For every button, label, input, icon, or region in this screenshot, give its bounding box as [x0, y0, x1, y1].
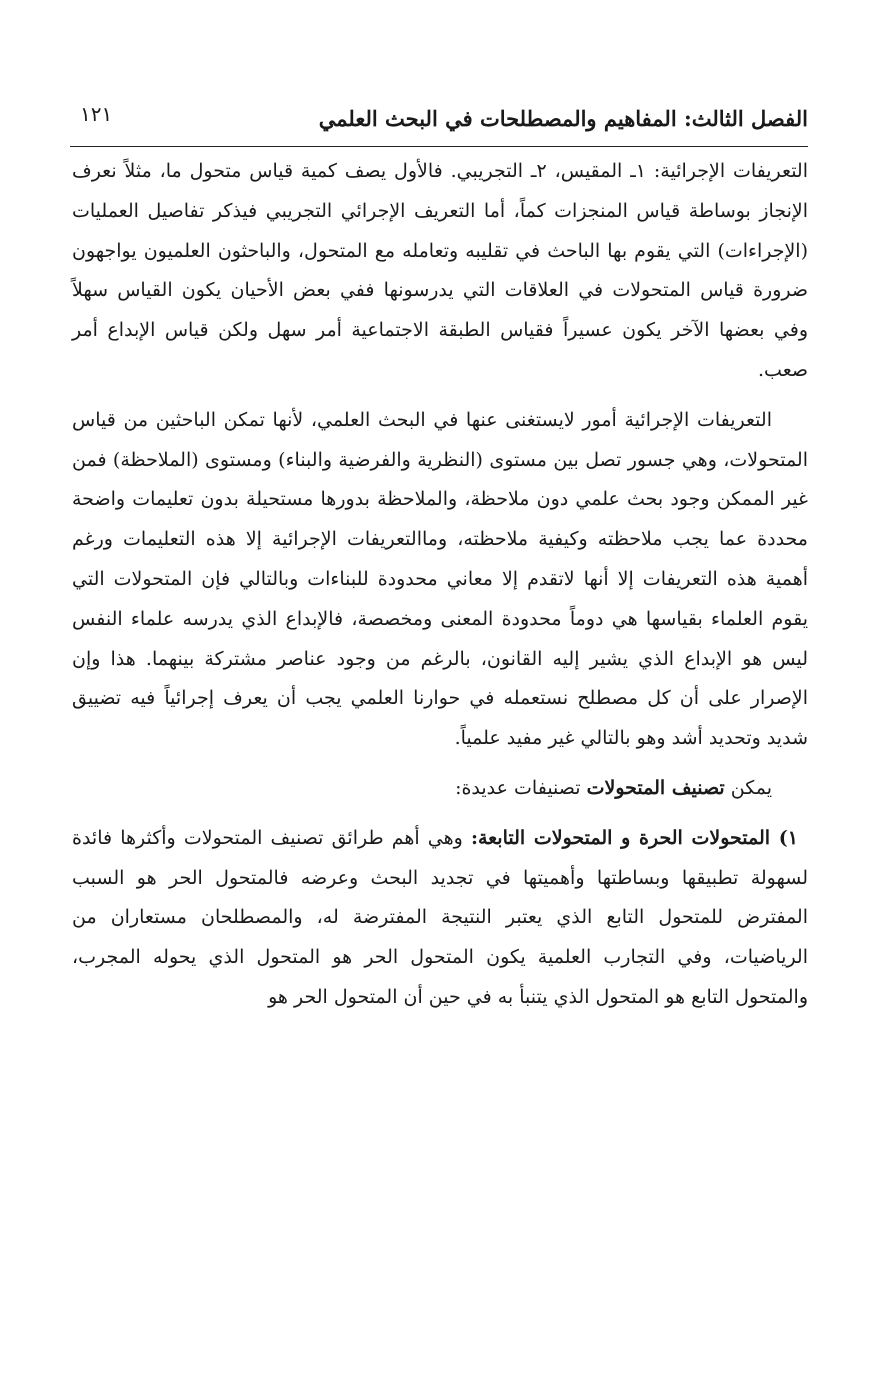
- classification-intro-before: يمكن: [730, 776, 772, 799]
- paragraph-operational-definitions: التعريفات الإجرائية: ١ـ المقيس، ٢ـ التجريبي. فالأول يصف كمية قياس متحول ما، مثلاً نعرف الإنجاز بوساطة قياس المنجزات كماً، أما التعريف الإجرائي التجريبي فيذكر تفاصيل العمليات (الإجراءات) التي يقوم بها الباحث في تقليبه وتعامله مع المتحول، والباحثون العلميون يواجهون ضرورة قياس المتحولات في العلاقات التي يدرسونها ففي بعض الأحيان يكون القياس سهلاً وفي بعضها الآخر يكون عسيراً فقياس الطبقة الاجتماعية أمر سهل ولكن قياس الإبداع أمر صعب.: [72, 160, 808, 381]
- running-header: [70, 100, 808, 140]
- classification-intro-bold: تصنيف المتحولات: [586, 776, 725, 799]
- paragraph-classification-intro: [72, 769, 808, 809]
- chapter-title: الفصل الثالث: المفاهيم والمصطلحات في البحث العلمي: [318, 106, 808, 131]
- paragraph-importance-of-definitions: التعريفات الإجرائية أمور لايستغنى عنها في البحث العلمي، لأنها تمكن الباحثين من قياس المتحولات، وهي جسور تصل بين مستوى (النظرية والفرضية والبناء) ومستوى (الملاحظة) فمن غير الممكن وجود بحث علمي دون ملاحظة، والملاحظة بدورها مستحيلة بدون تعليمات واضحة محددة عما يجب ملاحظته وكيفية ملاحظته، وماالتعريفات الإجرائية إلا هذه التعليمات ورغم أهمية هذه التعريفات إلا أنها لاتقدم إلا معاني محدودة للبناءات وبالتالي فإن المتحولات التي يقوم العلماء بقياسها هي دوماً محدودة المعنى ومخصصة، فالإبداع الذي يدرسه علماء النفس ليس هو الإبداع الذي يشير إليه القانون، بالرغم من وجود عناصر مشتركة بينهما. هذا وإن الإصرار على أن كل مصطلح نستعمله في حوارنا العلمي يجب أن يعرف إجرائياً فيه تضييق شديد وتحديد أشد وهو بالتالي غير مفيد علمياً.: [72, 408, 808, 750]
- body-text: [72, 152, 808, 1018]
- paragraph-free-and-dependent-variables: [72, 819, 808, 1018]
- header-rule: [70, 146, 808, 147]
- free-dependent-heading: ١) المتحولات الحرة و المتحولات التابعة:: [470, 826, 798, 849]
- page-number: ١٢١: [80, 102, 113, 126]
- free-dependent-text: وهي أهم طرائق تصنيف المتحولات وأكثرها فائدة لسهولة تطبيقها وبساطتها وأهميتها في تجديد البحث وعرضه فالمتحول الحر هو السبب المفترض للمتحول التابع الذي يعتبر النتيجة المفترضة له، والمصطلحان مستعاران من الرياضيات، وفي التجارب العلمية يكون المتحول الحر هو المتحول الذي يحوله المجرب، والمتحول التابع هو المتحول الذي يتنبأ به في حين أن المتحول الحر هو: [72, 826, 808, 1008]
- classification-intro-after: تصنيفات عديدة:: [455, 776, 581, 799]
